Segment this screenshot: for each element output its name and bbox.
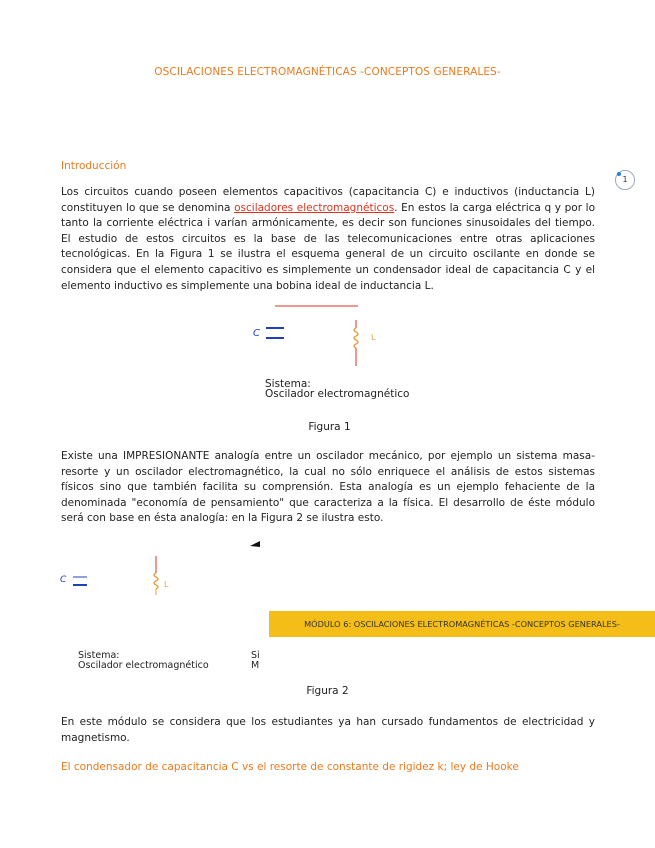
figure2-clipped-label [251,651,260,671]
intro-text-before: Los circuitos cuando poseen elementos capacitivos (capacitancia C) e inductivos (inductancia L) constituyen lo que se denomina [61,186,595,214]
figure1-system-label [265,379,409,399]
figure2-inductor-coil-icon [154,556,158,595]
module-banner: MÓDULO 6: OSCILACIONES ELECTROMAGNÉTICAS -CONCEPTOS GENERALES- [269,611,655,637]
prerequisite-paragraph: En este módulo se considera que los estudiantes ya han cursado fundamentos de electricidad y magnetismo. [61,716,595,744]
document-title: OSCILACIONES ELECTROMAGNÉTICAS -CONCEPTOS GENERALES- [154,66,501,78]
figure1-system-line1: Sistema: [265,378,311,390]
intro-heading: Introducción [61,160,127,172]
figure2-inductance-label: L [164,580,169,589]
figure2-system-line2: Oscilador electromagnético [78,660,209,671]
figure2-fragment-line1: Si [251,650,260,661]
figure1-circuit-diagram [240,298,390,370]
intro-text-after: . En estos la carga eléctrica q y por lo tanto la corriente eléctrica i varían armónicamente, es decir son funciones sinusoidales del tiempo. El estudio de estos circuitos es la base de las telecomunicaciones entre otras aplicaciones tecnológicas. En la Figura 1 se ilustra el esquema general de un circuito oscilante en donde se considera que el elemento capacitivo es simplemente un condensador ideal de capacitancia C y el elemento inductivo es simplemente una bobina ideal de inductancia L. [61,201,595,292]
badge-dot-icon [617,172,621,176]
figure1-capacitance-label: C [253,328,260,339]
page-number-badge [615,170,635,190]
figure2-caption: Figura 2 [306,685,349,697]
figure2-capacitance-label: C [60,575,67,585]
analogy-paragraph: Existe una IMPRESIONANTE analogía entre un oscilador mecánico, por ejemplo un sistema masa-resorte y un oscilador electromagnético, la cual no sólo enriquece el análisis de estos sistemas físicos sino que también facilita su comprensión. Esta analogía es un ejemplo fehaciente de la denominada "economía de pensamiento" que caracteriza a la física. El desarrollo de éste módulo será con base en ésta analogía: en la Figura 2 se ilustra esto. [61,450,595,525]
figure1-inductance-label: L [371,333,376,342]
figure2-circuit-diagram [55,553,175,599]
figure2-arrow-fragment-icon [248,538,262,550]
capacitor-spring-heading: El condensador de capacitancia C vs el resorte de constante de rigidez k; ley de Hooke [61,761,519,773]
figure2-system-label [78,651,209,671]
intro-paragraph [61,185,595,294]
figure2-system-line1: Sistema: [78,650,120,661]
page-number: 1 [622,175,628,184]
figure1-inductor-coil-icon [354,320,358,366]
figure1-system-line2: Oscilador electromagnético [265,388,410,400]
figure1-caption: Figura 1 [308,421,351,433]
figure2-fragment-line2: M [251,660,260,671]
osciladores-link[interactable]: osciladores electromagnéticos [234,201,395,214]
